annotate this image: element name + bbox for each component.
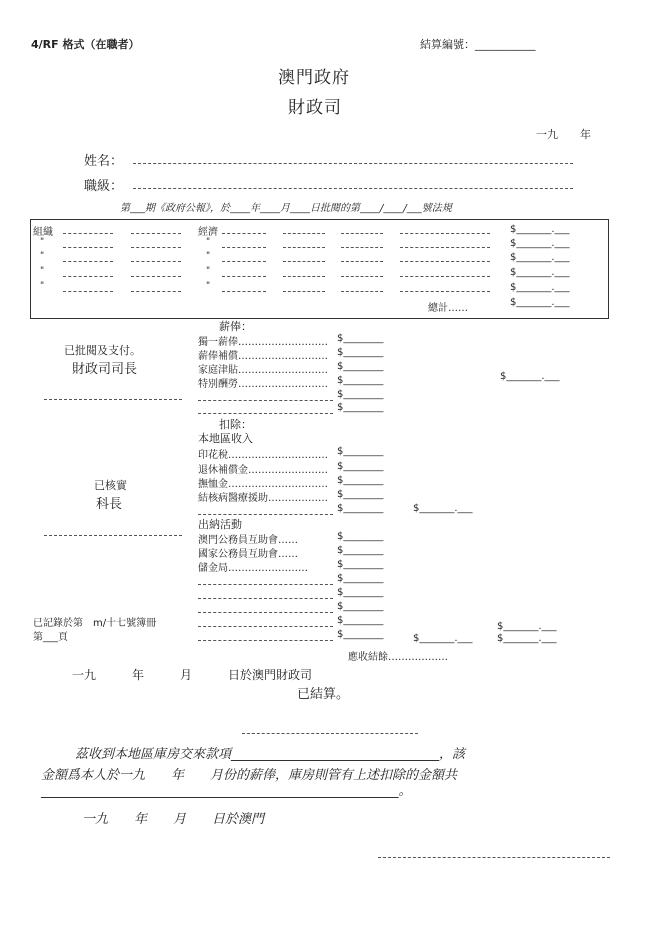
contributions-heading: 出納活動 bbox=[198, 518, 242, 531]
contribution-amount[interactable]: $________ bbox=[337, 601, 384, 612]
salary-item: 獨一薪俸……………………… bbox=[198, 337, 328, 348]
local-income-total[interactable]: $_______.___ bbox=[413, 503, 473, 514]
salary-amount[interactable]: $________ bbox=[337, 361, 384, 372]
salary-item: 家庭津貼……………………… bbox=[198, 365, 328, 376]
ditto-mark: " bbox=[206, 251, 211, 261]
section-chief-title: 科長 bbox=[96, 497, 123, 512]
ditto-mark: " bbox=[40, 251, 45, 261]
amount-cell[interactable]: $_______.___ bbox=[510, 238, 570, 249]
government-title: 澳門政府 bbox=[278, 68, 350, 88]
org-label: 組織 bbox=[33, 227, 53, 238]
deduction-amount[interactable]: $________ bbox=[337, 489, 384, 500]
receipt-line-3: _______________________________________________________。 bbox=[41, 784, 412, 799]
name-label: 姓名： bbox=[84, 154, 124, 169]
deduction-item: 結核病醫療援助……………… bbox=[198, 493, 328, 504]
salary-amount[interactable]: $________ bbox=[337, 347, 384, 358]
page-text: 第___頁 bbox=[33, 632, 68, 643]
settled-text: 已結算。 bbox=[297, 687, 350, 702]
chief-signature-line[interactable] bbox=[44, 535, 182, 536]
form-code: 4/RF 格式（在職者） bbox=[31, 38, 140, 51]
contribution-amount[interactable]: $________ bbox=[337, 615, 384, 626]
contribution-item: 儲金局…………………… bbox=[198, 563, 308, 574]
amount-cell[interactable]: $_______.___ bbox=[510, 267, 570, 278]
total-amount[interactable]: $_______.___ bbox=[510, 297, 570, 308]
amount-cell[interactable]: $_______.___ bbox=[510, 224, 570, 235]
salary-total[interactable]: $_______.___ bbox=[500, 371, 560, 382]
settlement-signature-line[interactable] bbox=[242, 733, 418, 734]
salary-item: 薪俸補償……………………… bbox=[198, 351, 328, 362]
local-income-heading: 本地區收入 bbox=[198, 432, 253, 445]
deduction-amount[interactable]: $________ bbox=[337, 461, 384, 472]
contribution-amount[interactable]: $________ bbox=[337, 559, 384, 570]
salary-amount[interactable]: $________ bbox=[337, 333, 384, 344]
finance-director-title: 財政司司長 bbox=[72, 362, 138, 377]
salary-heading: 薪俸： bbox=[219, 320, 252, 333]
salary-subtotal[interactable]: $________ bbox=[337, 402, 384, 413]
name-field[interactable] bbox=[133, 163, 573, 164]
amount-cell[interactable]: $_______.___ bbox=[510, 252, 570, 263]
deduction-item: 退休補償金…………………… bbox=[198, 465, 328, 476]
department-title: 財政司 bbox=[288, 98, 342, 118]
receipt-line-2: 金額爲本人於一九 年 月份的薪俸，庫房則管有上述扣除的金額共 bbox=[41, 768, 458, 783]
ditto-mark: " bbox=[40, 266, 45, 276]
deduction-amount[interactable]: $________ bbox=[337, 475, 384, 486]
contribution-amount[interactable]: $________ bbox=[337, 531, 384, 542]
deductions-grand-total-2[interactable]: $_______.___ bbox=[497, 633, 557, 644]
deduction-item: 印花稅………………………… bbox=[198, 450, 328, 461]
contribution-amount[interactable]: $________ bbox=[337, 545, 384, 556]
net-balance-label: 應收結餘……………… bbox=[348, 652, 448, 663]
salary-amount[interactable]: $________ bbox=[337, 375, 384, 386]
approved-paid-text: 已批閱及支付。 bbox=[64, 344, 141, 357]
deduction-item: 撫恤金………………………… bbox=[198, 479, 328, 490]
year-line: 一九 年 bbox=[536, 128, 591, 141]
settled-date-line: 一九 年 月 日於澳門財政司 bbox=[72, 668, 313, 682]
receipt-date-line: 一九 年 月 日於澳門 bbox=[82, 812, 265, 827]
salary-item: 特別酬勞……………………… bbox=[198, 379, 328, 390]
econ-label: 經濟 bbox=[198, 227, 218, 238]
contribution-subtotal[interactable]: $________ bbox=[337, 629, 384, 640]
director-signature-line[interactable] bbox=[44, 399, 182, 400]
ditto-mark: " bbox=[206, 266, 211, 276]
contribution-amount[interactable]: $________ bbox=[337, 573, 384, 584]
settlement-number: 結算編號：___________ bbox=[420, 38, 536, 51]
recorded-text: 已記錄於第 m/十七號簿冊 bbox=[33, 618, 157, 629]
ditto-mark: " bbox=[40, 237, 45, 247]
deductions-heading: 扣除： bbox=[219, 418, 252, 431]
contributions-total[interactable]: $_______.___ bbox=[413, 633, 473, 644]
decree-line: 第___期《政府公報》，於____年____月____日批閱的第____/____/___號法規 bbox=[120, 203, 452, 214]
amount-cell[interactable]: $_______.___ bbox=[510, 282, 570, 293]
contribution-item: 國家公務員互助會…… bbox=[198, 549, 298, 560]
recipient-signature-line[interactable] bbox=[378, 857, 610, 858]
total-label: 總計…… bbox=[428, 303, 468, 314]
ditto-mark: " bbox=[206, 281, 211, 291]
checked-text: 已核實 bbox=[94, 479, 127, 492]
deduction-amount[interactable]: $________ bbox=[337, 446, 384, 457]
salary-amount[interactable]: $________ bbox=[337, 389, 384, 400]
contribution-item: 澳門公務員互助會…… bbox=[198, 535, 298, 546]
rank-field[interactable] bbox=[133, 188, 573, 189]
receipt-line-1: 茲收到本地區庫房交來款項________________________________，該 bbox=[75, 747, 466, 762]
deductions-grand-total[interactable]: $_______.___ bbox=[497, 621, 557, 632]
rank-label: 職級： bbox=[84, 179, 124, 194]
deduction-subtotal[interactable]: $________ bbox=[337, 503, 384, 514]
ditto-mark: " bbox=[40, 281, 45, 291]
ditto-mark: " bbox=[206, 237, 211, 247]
contribution-amount[interactable]: $________ bbox=[337, 587, 384, 598]
